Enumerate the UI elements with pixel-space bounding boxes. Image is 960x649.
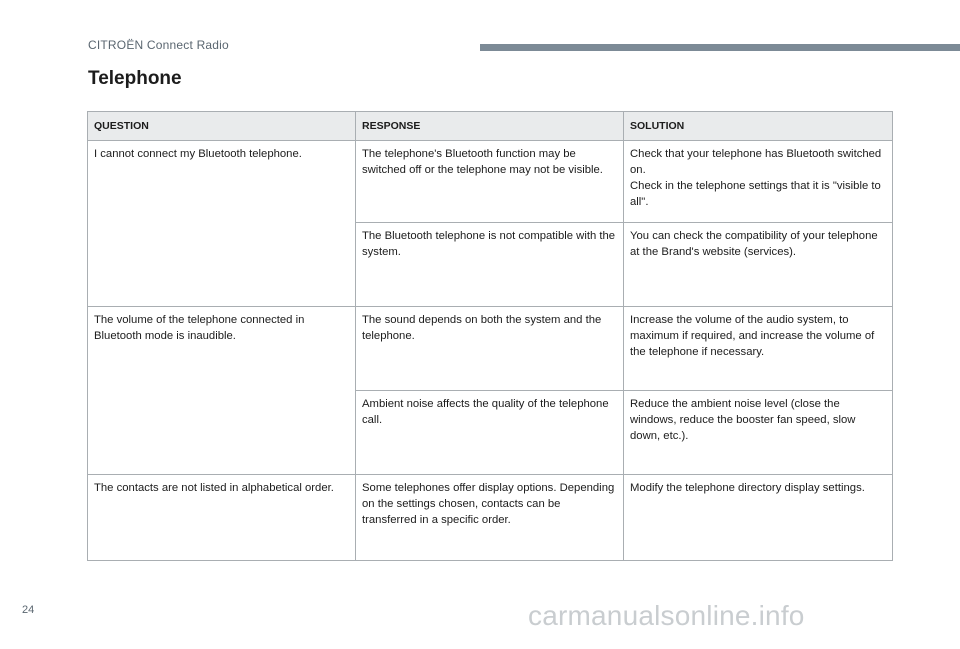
solution-line: Check in the telephone settings that it is "visible to all".: [630, 180, 881, 208]
solution-cell: [624, 307, 893, 391]
solution-cell: [624, 475, 893, 561]
question-cell: The volume of the telephone connected in Bluetooth mode is inaudible.: [88, 307, 356, 475]
watermark: carmanualsonline.info: [528, 600, 805, 631]
table-header-row: [88, 112, 893, 141]
faq-table: [87, 111, 893, 561]
solution-cell: [624, 141, 893, 223]
header-bar: [480, 44, 960, 51]
header-question: QUESTION: [88, 112, 356, 141]
page-number: 24: [22, 604, 35, 616]
solution-cell: [624, 223, 893, 307]
table-row: [88, 307, 893, 391]
question-cell: The contacts are not listed in alphabetical order.: [88, 475, 356, 561]
response-cell: The Bluetooth telephone is not compatible with the system.: [356, 223, 624, 307]
table-row: [88, 475, 893, 561]
question-cell: I cannot connect my Bluetooth telephone.: [88, 141, 356, 307]
section-title: Telephone: [88, 68, 182, 89]
header-solution: SOLUTION: [624, 112, 893, 141]
response-cell: The sound depends on both the system and the telephone.: [356, 307, 624, 391]
solution-line: Check that your telephone has Bluetooth switched on.: [630, 148, 882, 176]
header-brand: CITROËN Connect Radio: [88, 38, 229, 52]
header-response: RESPONSE: [356, 112, 624, 141]
solution-line: Increase the volume of the audio system, to maximum if required, and increase the volume of the telephone if necessary.: [630, 314, 875, 358]
table-row: [88, 141, 893, 223]
response-cell: Some telephones offer display options. Depending on the settings chosen, contacts can be transferred in a specific order.: [356, 475, 624, 561]
solution-line: You can check the compatibility of your telephone at the Brand's website (services).: [630, 230, 878, 258]
response-cell: The telephone's Bluetooth function may be switched off or the telephone may not be visible.: [356, 141, 624, 223]
response-cell: Ambient noise affects the quality of the telephone call.: [356, 391, 624, 475]
solution-line: Modify the telephone directory display settings.: [630, 482, 865, 494]
solution-line: Reduce the ambient noise level (close the windows, reduce the booster fan speed, slow down, etc.).: [630, 398, 856, 442]
solution-cell: [624, 391, 893, 475]
